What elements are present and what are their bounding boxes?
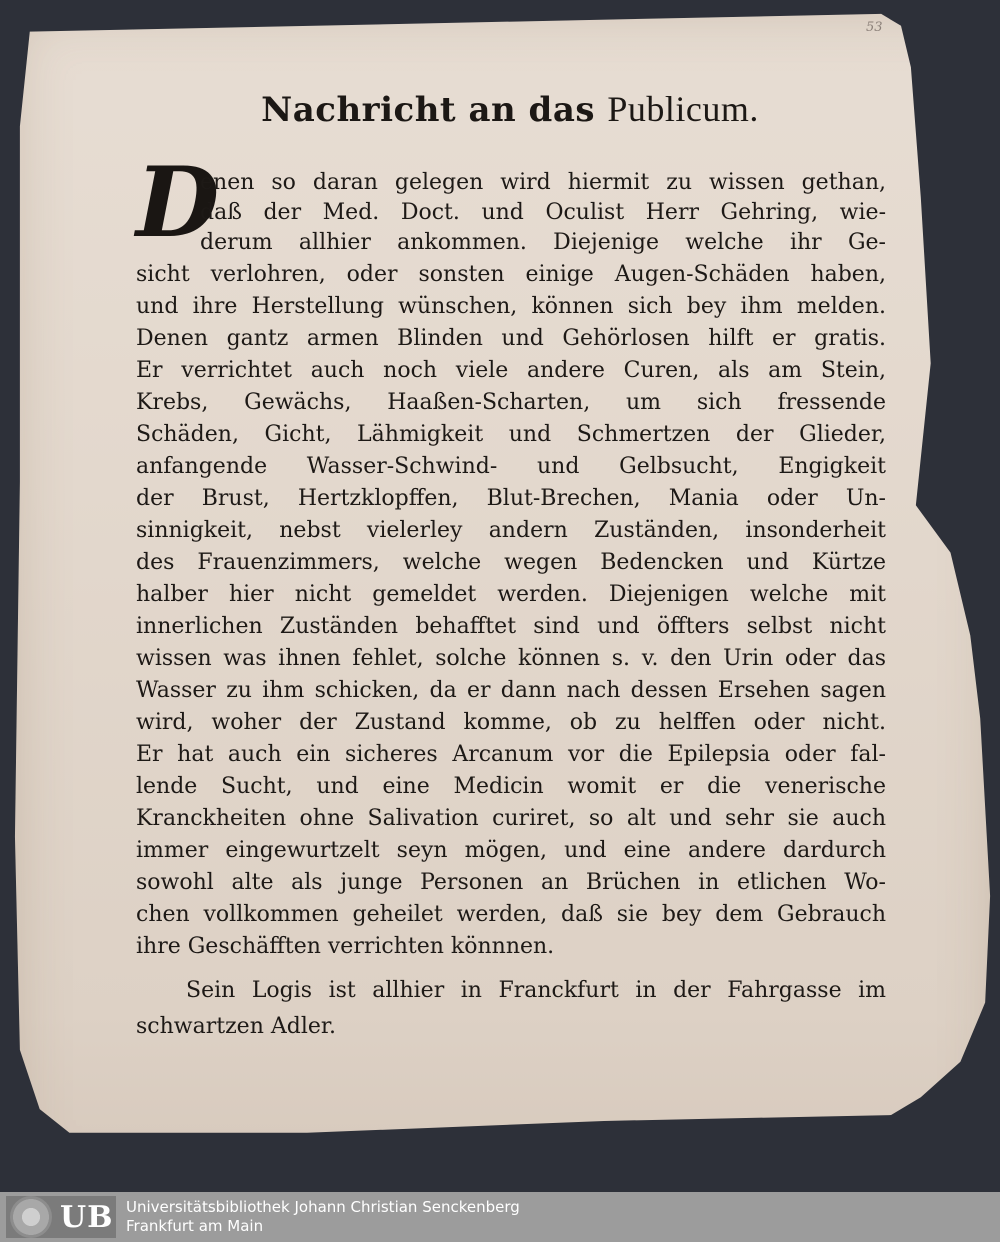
institution-city: Frankfurt am Main [126, 1217, 264, 1235]
body-line: Krebs, Gewächs, Haaßen-Scharten, um sich fressende [136, 390, 886, 415]
library-logo[interactable] [6, 1196, 116, 1238]
body-line: halber hier nicht gemeldet werden. Diejenigen welche mit [136, 582, 886, 607]
body-line: Denen gantz armen Blinden und Gehörlosen hilft er gratis. [136, 326, 886, 351]
body-line: wird, woher der Zustand komme, ob zu helffen oder nicht. [136, 710, 886, 735]
body-line: Er verrichtet auch noch viele andere Curen, als am Stein, [136, 358, 886, 383]
body-line: sowohl alte als junge Personen an Brüchen in etlichen Wo- [136, 870, 886, 895]
drop-cap: D [136, 146, 220, 259]
body-line: immer eingewurtzelt seyn mögen, und eine andere dardurch [136, 838, 886, 863]
body-line: lende Sucht, und eine Medicin womit er die venerische [136, 774, 886, 799]
institution-name: Universitätsbibliothek Johann Christian Senckenberg [126, 1198, 520, 1216]
body-line: und ihre Herstellung wünschen, können sich bey ihm melden. [136, 294, 886, 319]
body-line: chen vollkommen geheilet werden, daß sie bey dem Gebrauch [136, 902, 886, 927]
body-line: wissen was ihnen fehlet, solche können s. v. den Urin oder das [136, 646, 886, 671]
body-line: der Brust, Hertzklopffen, Blut-Brechen, Mania oder Un- [136, 486, 886, 511]
body-line: innerlichen Zuständen behafftet sind und öffters selbst nicht [136, 614, 886, 639]
body-line: ihre Geschäfften verrichten könnnen. [136, 934, 555, 959]
body-line: Er hat auch ein sicheres Arcanum vor die Epilepsia oder fal- [136, 742, 886, 767]
body-line: anfangende Wasser-Schwind- und Gelbsucht, Engigkeit [136, 454, 886, 479]
body-line: derum allhier ankommen. Diejenige welche ihr Ge- [200, 230, 886, 255]
body-line: enen so daran gelegen wird hiermit zu wissen gethan, [200, 170, 886, 195]
body-line: sicht verlohren, oder sonsten einige Augen-Schäden haben, [136, 262, 886, 287]
logo-text: UB [60, 1199, 114, 1235]
body-line: Kranckheiten ohne Salivation curiret, so alt und sehr sie auch [136, 806, 886, 831]
document-title [0, 88, 1000, 130]
closing-line: Sein Logis ist allhier in Franckfurt in der Fahrgasse im [186, 978, 886, 1003]
body-line: sinnigkeit, nebst vielerley andern Zuständen, insonderheit [136, 518, 886, 543]
body-line: des Frauenzimmers, welche wegen Bedencken und Kürtze [136, 550, 886, 575]
body-line: Wasser zu ihm schicken, da er dann nach dessen Ersehen sagen [136, 678, 886, 703]
body-line: Schäden, Gicht, Lähmigkeit und Schmertzen der Glieder, [136, 422, 886, 447]
page-number: 53 [866, 20, 883, 35]
title-blackletter: Nachricht an das [261, 90, 595, 130]
title-latin: Publicum. [607, 89, 759, 129]
closing-line: schwartzen Adler. [136, 1014, 336, 1039]
body-line: daß der Med. Doct. und Oculist Herr Gehring, wie- [200, 200, 886, 225]
seal-icon [10, 1196, 52, 1238]
footer-bar [0, 1192, 1000, 1242]
